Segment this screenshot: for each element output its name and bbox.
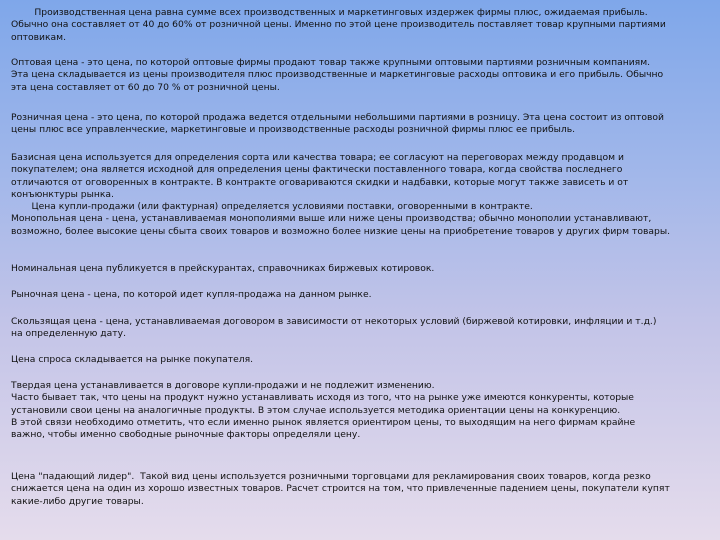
text-line: возможно, более высокие цены сбыта своих товаров и возможно более низкие цены на приобретение товаров у других фирм товары.	[11, 225, 671, 237]
text-line: Скользящая цена - цена, устанавливаемая договором в зависимости от некоторых условий (биржевой котировки, инфляции и т.д.)	[11, 316, 657, 327]
text-line: Розничная цена - это цена, по которой продажа ведется отдельными небольшими партиями в розницу. Эта цена состоит из оптовой	[11, 112, 664, 123]
text-line: Цена купли-продажи (или фактурная) определяется условиями поставки, оговоренными в контракте.	[11, 201, 533, 213]
text-line: на определенную дату.	[11, 328, 126, 340]
paragraph-fixed-price	[11, 380, 720, 441]
paragraph-falling-leader	[11, 471, 720, 508]
text-line: Монопольная цена - цена, устанавливаемая монополиями выше или ниже цены производства; обычно монополии устанавливают,	[11, 213, 652, 225]
text-line: цены плюс все управленческие, маркетинговые и производственные расходы розничной фирмы плюс ее прибыль.	[11, 124, 576, 136]
paragraph-production-price	[11, 7, 720, 44]
text-line: Цена "падающий лидер". Такой вид цены используется розничными торговцами для рекламирования своих товаров, когда резко	[11, 471, 651, 482]
text-line: конъюнктуры рынка.	[11, 188, 114, 200]
text-line: покупателем; она является исходной для определения цены фактически поставленного товара, когда свойства последнего	[11, 164, 623, 176]
paragraph-retail-price	[11, 112, 720, 137]
text-line: какие-либо другие товары.	[11, 495, 144, 507]
text-line: Твердая цена устанавливается в договоре купли-продажи и не подлежит изменению.	[11, 380, 435, 391]
paragraph-sliding-price	[11, 316, 720, 341]
text-line: Базисная цена используется для определения сорта или качества товара; ее согласуют на переговорах между продавцом и	[11, 152, 625, 163]
paragraph-market-price	[11, 289, 720, 301]
text-line: Обычно она составляет от 40 до 60% от розничной цены. Именно по этой цене производитель поставляет товар крупными партиями	[11, 19, 666, 31]
paragraph-nominal-price	[11, 263, 720, 275]
text-line: Оптовая цена - это цена, по которой оптовые фирмы продают товар также крупными оптовыми партиями розничным компаниям.	[11, 57, 651, 68]
text-line: оптовикам.	[11, 31, 67, 43]
paragraph-base-price	[11, 152, 720, 238]
text-line: В этой связи необходимо отметить, что если именно рынок является ориентиром цены, то выходящим на него фирмам крайне	[11, 416, 636, 428]
text-line: Производственная цена равна сумме всех производственных и маркетинговых издержек фирмы плюс, ожидаемая прибыль.	[11, 7, 648, 18]
text-line: важно, чтобы именно свободные рыночные факторы определяли цену.	[11, 429, 361, 441]
text-line: Номинальная цена публикуется в прейскурантах, справочниках биржевых котировок.	[11, 263, 435, 274]
paragraph-wholesale-price	[11, 57, 720, 94]
text-line: установили свои цены на аналогичные продукты. В этом случае используется методика ориентации цены на конкуренцию.	[11, 404, 621, 416]
text-line: эта цена составляет от 60 до 70 % от розничной цены.	[11, 81, 280, 93]
text-line: снижается цена на один из хорошо известных товаров. Расчет строится на том, что привлеченные падением цены, покупатели купят	[11, 483, 670, 495]
text-line: Рыночная цена - цена, по которой идет купля-продажа на данном рынке.	[11, 289, 372, 300]
text-line: Цена спроса складывается на рынке покупателя.	[11, 354, 254, 365]
text-line: отличаются от оговоренных в контракте. В контракте оговариваются скидки и надбавки, которые могут также зависеть и от	[11, 176, 629, 188]
text-line: Эта цена складывается из цены производителя плюс производственные и маркетинговые расходы оптовика и его прибыль. Обычно	[11, 69, 664, 81]
paragraph-demand-price	[11, 354, 720, 366]
text-line: Часто бывает так, что цены на продукт нужно устанавливать исходя из того, что на рынке уже имеются конкуренты, которые	[11, 392, 634, 404]
